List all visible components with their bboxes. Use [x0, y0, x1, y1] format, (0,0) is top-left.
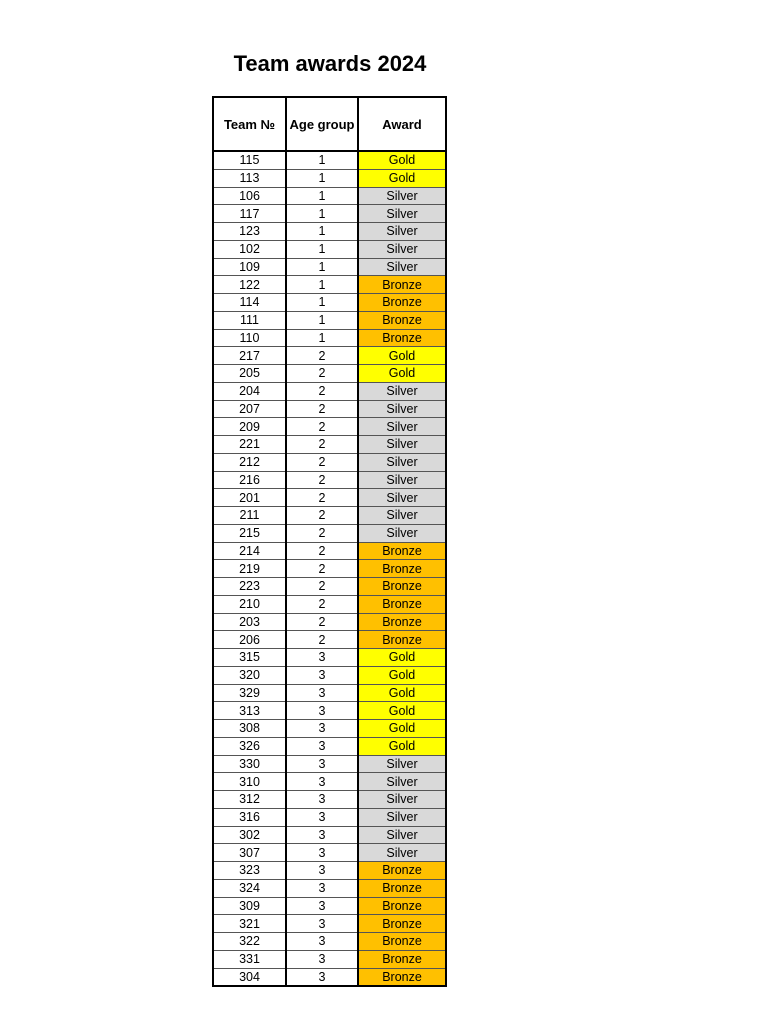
award-cell: Gold: [358, 151, 446, 169]
table-row: [213, 151, 446, 169]
table-row: [213, 737, 446, 755]
award-cell: Gold: [358, 649, 446, 667]
award-cell: Silver: [358, 223, 446, 241]
age-group-cell: 2: [286, 631, 358, 649]
award-cell: Gold: [358, 702, 446, 720]
award-cell: Silver: [358, 489, 446, 507]
award-cell: Silver: [358, 205, 446, 223]
table-row: [213, 595, 446, 613]
team-number-cell: 211: [213, 507, 286, 525]
age-group-cell: 2: [286, 613, 358, 631]
team-number-cell: 117: [213, 205, 286, 223]
team-number-cell: 115: [213, 151, 286, 169]
age-group-cell: 2: [286, 524, 358, 542]
award-cell: Silver: [358, 471, 446, 489]
team-number-cell: 113: [213, 169, 286, 187]
award-cell: Bronze: [358, 560, 446, 578]
age-group-cell: 3: [286, 684, 358, 702]
table-row: [213, 808, 446, 826]
award-cell: Silver: [358, 382, 446, 400]
award-cell: Silver: [358, 791, 446, 809]
age-group-cell: 2: [286, 507, 358, 525]
age-group-cell: 1: [286, 258, 358, 276]
award-cell: Silver: [358, 773, 446, 791]
age-group-cell: 1: [286, 187, 358, 205]
team-number-cell: 203: [213, 613, 286, 631]
age-group-cell: 1: [286, 205, 358, 223]
table-row: [213, 169, 446, 187]
award-cell: Bronze: [358, 578, 446, 596]
award-cell: Bronze: [358, 915, 446, 933]
age-group-cell: 3: [286, 808, 358, 826]
table-row: [213, 684, 446, 702]
team-number-cell: 320: [213, 666, 286, 684]
team-number-cell: 316: [213, 808, 286, 826]
table-row: [213, 720, 446, 738]
table-body: [213, 151, 446, 986]
award-cell: Silver: [358, 400, 446, 418]
age-group-cell: 1: [286, 311, 358, 329]
header-row: [213, 97, 446, 151]
team-number-cell: 302: [213, 826, 286, 844]
age-group-cell: 1: [286, 169, 358, 187]
table-row: [213, 862, 446, 880]
team-number-cell: 219: [213, 560, 286, 578]
age-group-cell: 3: [286, 791, 358, 809]
table-row: [213, 613, 446, 631]
table-row: [213, 826, 446, 844]
award-cell: Bronze: [358, 631, 446, 649]
table-row: [213, 755, 446, 773]
table-row: [213, 915, 446, 933]
award-cell: Bronze: [358, 950, 446, 968]
team-number-cell: 216: [213, 471, 286, 489]
age-group-cell: 3: [286, 879, 358, 897]
age-group-cell: 2: [286, 436, 358, 454]
award-cell: Silver: [358, 453, 446, 471]
table-row: [213, 507, 446, 525]
age-group-cell: 1: [286, 294, 358, 312]
team-number-cell: 312: [213, 791, 286, 809]
award-cell: Silver: [358, 826, 446, 844]
team-number-cell: 214: [213, 542, 286, 560]
team-number-cell: 114: [213, 294, 286, 312]
team-number-cell: 210: [213, 595, 286, 613]
team-number-cell: 315: [213, 649, 286, 667]
award-cell: Bronze: [358, 311, 446, 329]
award-cell: Bronze: [358, 294, 446, 312]
award-cell: Silver: [358, 187, 446, 205]
award-cell: Silver: [358, 507, 446, 525]
team-number-cell: 308: [213, 720, 286, 738]
age-group-cell: 3: [286, 649, 358, 667]
age-group-cell: 2: [286, 578, 358, 596]
header-award: Award: [358, 97, 446, 151]
age-group-cell: 3: [286, 968, 358, 986]
age-group-cell: 2: [286, 400, 358, 418]
age-group-cell: 3: [286, 933, 358, 951]
team-number-cell: 204: [213, 382, 286, 400]
age-group-cell: 3: [286, 702, 358, 720]
award-cell: Gold: [358, 347, 446, 365]
award-cell: Gold: [358, 169, 446, 187]
award-cell: Silver: [358, 808, 446, 826]
team-number-cell: 331: [213, 950, 286, 968]
award-cell: Bronze: [358, 613, 446, 631]
team-number-cell: 313: [213, 702, 286, 720]
page-title: Team awards 2024: [233, 51, 427, 76]
table-row: [213, 258, 446, 276]
age-group-cell: 1: [286, 240, 358, 258]
table-row: [213, 365, 446, 383]
table-row: [213, 223, 446, 241]
award-cell: Bronze: [358, 897, 446, 915]
team-number-cell: 123: [213, 223, 286, 241]
table-row: [213, 897, 446, 915]
age-group-cell: 2: [286, 365, 358, 383]
table-row: [213, 524, 446, 542]
awards-table: [212, 96, 447, 987]
age-group-cell: 2: [286, 595, 358, 613]
age-group-cell: 2: [286, 542, 358, 560]
table-row: [213, 294, 446, 312]
table-row: [213, 666, 446, 684]
team-number-cell: 207: [213, 400, 286, 418]
award-cell: Silver: [358, 258, 446, 276]
team-number-cell: 201: [213, 489, 286, 507]
table-row: [213, 968, 446, 986]
team-number-cell: 122: [213, 276, 286, 294]
age-group-cell: 1: [286, 223, 358, 241]
team-number-cell: 329: [213, 684, 286, 702]
award-cell: Silver: [358, 524, 446, 542]
award-cell: Gold: [358, 737, 446, 755]
team-number-cell: 209: [213, 418, 286, 436]
table-row: [213, 347, 446, 365]
award-cell: Bronze: [358, 862, 446, 880]
age-group-cell: 3: [286, 826, 358, 844]
age-group-cell: 3: [286, 773, 358, 791]
age-group-cell: 2: [286, 560, 358, 578]
table-row: [213, 702, 446, 720]
team-number-cell: 106: [213, 187, 286, 205]
award-cell: Bronze: [358, 933, 446, 951]
team-number-cell: 307: [213, 844, 286, 862]
award-cell: Bronze: [358, 276, 446, 294]
table-row: [213, 542, 446, 560]
table-row: [213, 950, 446, 968]
age-group-cell: 3: [286, 755, 358, 773]
table-row: [213, 844, 446, 862]
age-group-cell: 3: [286, 915, 358, 933]
team-number-cell: 323: [213, 862, 286, 880]
age-group-cell: 3: [286, 720, 358, 738]
age-group-cell: 2: [286, 489, 358, 507]
team-number-cell: 221: [213, 436, 286, 454]
team-number-cell: 330: [213, 755, 286, 773]
award-cell: Gold: [358, 365, 446, 383]
table-row: [213, 329, 446, 347]
team-number-cell: 326: [213, 737, 286, 755]
team-number-cell: 217: [213, 347, 286, 365]
award-cell: Gold: [358, 666, 446, 684]
team-number-cell: 223: [213, 578, 286, 596]
award-cell: Bronze: [358, 329, 446, 347]
award-cell: Gold: [358, 684, 446, 702]
team-number-cell: 212: [213, 453, 286, 471]
age-group-cell: 3: [286, 950, 358, 968]
table-row: [213, 489, 446, 507]
team-number-cell: 206: [213, 631, 286, 649]
age-group-cell: 2: [286, 453, 358, 471]
age-group-cell: 2: [286, 347, 358, 365]
age-group-cell: 2: [286, 418, 358, 436]
age-group-cell: 3: [286, 737, 358, 755]
table-row: [213, 240, 446, 258]
header-team-number: Team №: [213, 97, 286, 151]
team-number-cell: 205: [213, 365, 286, 383]
team-number-cell: 321: [213, 915, 286, 933]
table-row: [213, 453, 446, 471]
table-row: [213, 276, 446, 294]
age-group-cell: 2: [286, 471, 358, 489]
team-number-cell: 110: [213, 329, 286, 347]
table-row: [213, 879, 446, 897]
table-row: [213, 933, 446, 951]
team-number-cell: 102: [213, 240, 286, 258]
table-row: [213, 791, 446, 809]
team-number-cell: 309: [213, 897, 286, 915]
age-group-cell: 3: [286, 844, 358, 862]
team-number-cell: 109: [213, 258, 286, 276]
team-number-cell: 111: [213, 311, 286, 329]
award-cell: Bronze: [358, 542, 446, 560]
team-number-cell: 215: [213, 524, 286, 542]
award-cell: Gold: [358, 720, 446, 738]
age-group-cell: 1: [286, 151, 358, 169]
age-group-cell: 1: [286, 276, 358, 294]
award-cell: Bronze: [358, 595, 446, 613]
table-row: [213, 187, 446, 205]
header-age-group: Age group: [286, 97, 358, 151]
age-group-cell: 3: [286, 862, 358, 880]
award-cell: Bronze: [358, 879, 446, 897]
table-row: [213, 578, 446, 596]
award-cell: Silver: [358, 844, 446, 862]
team-number-cell: 304: [213, 968, 286, 986]
award-cell: Silver: [358, 240, 446, 258]
award-cell: Silver: [358, 436, 446, 454]
age-group-cell: 3: [286, 897, 358, 915]
age-group-cell: 1: [286, 329, 358, 347]
table-row: [213, 471, 446, 489]
table-row: [213, 560, 446, 578]
table-row: [213, 436, 446, 454]
table-row: [213, 418, 446, 436]
table-row: [213, 382, 446, 400]
table-header: [213, 97, 446, 151]
team-number-cell: 310: [213, 773, 286, 791]
award-cell: Silver: [358, 755, 446, 773]
table-row: [213, 205, 446, 223]
table-row: [213, 311, 446, 329]
table-row: [213, 773, 446, 791]
age-group-cell: 3: [286, 666, 358, 684]
age-group-cell: 2: [286, 382, 358, 400]
team-number-cell: 324: [213, 879, 286, 897]
award-cell: Silver: [358, 418, 446, 436]
table-row: [213, 631, 446, 649]
table-row: [213, 649, 446, 667]
table-row: [213, 400, 446, 418]
award-cell: Bronze: [358, 968, 446, 986]
team-number-cell: 322: [213, 933, 286, 951]
